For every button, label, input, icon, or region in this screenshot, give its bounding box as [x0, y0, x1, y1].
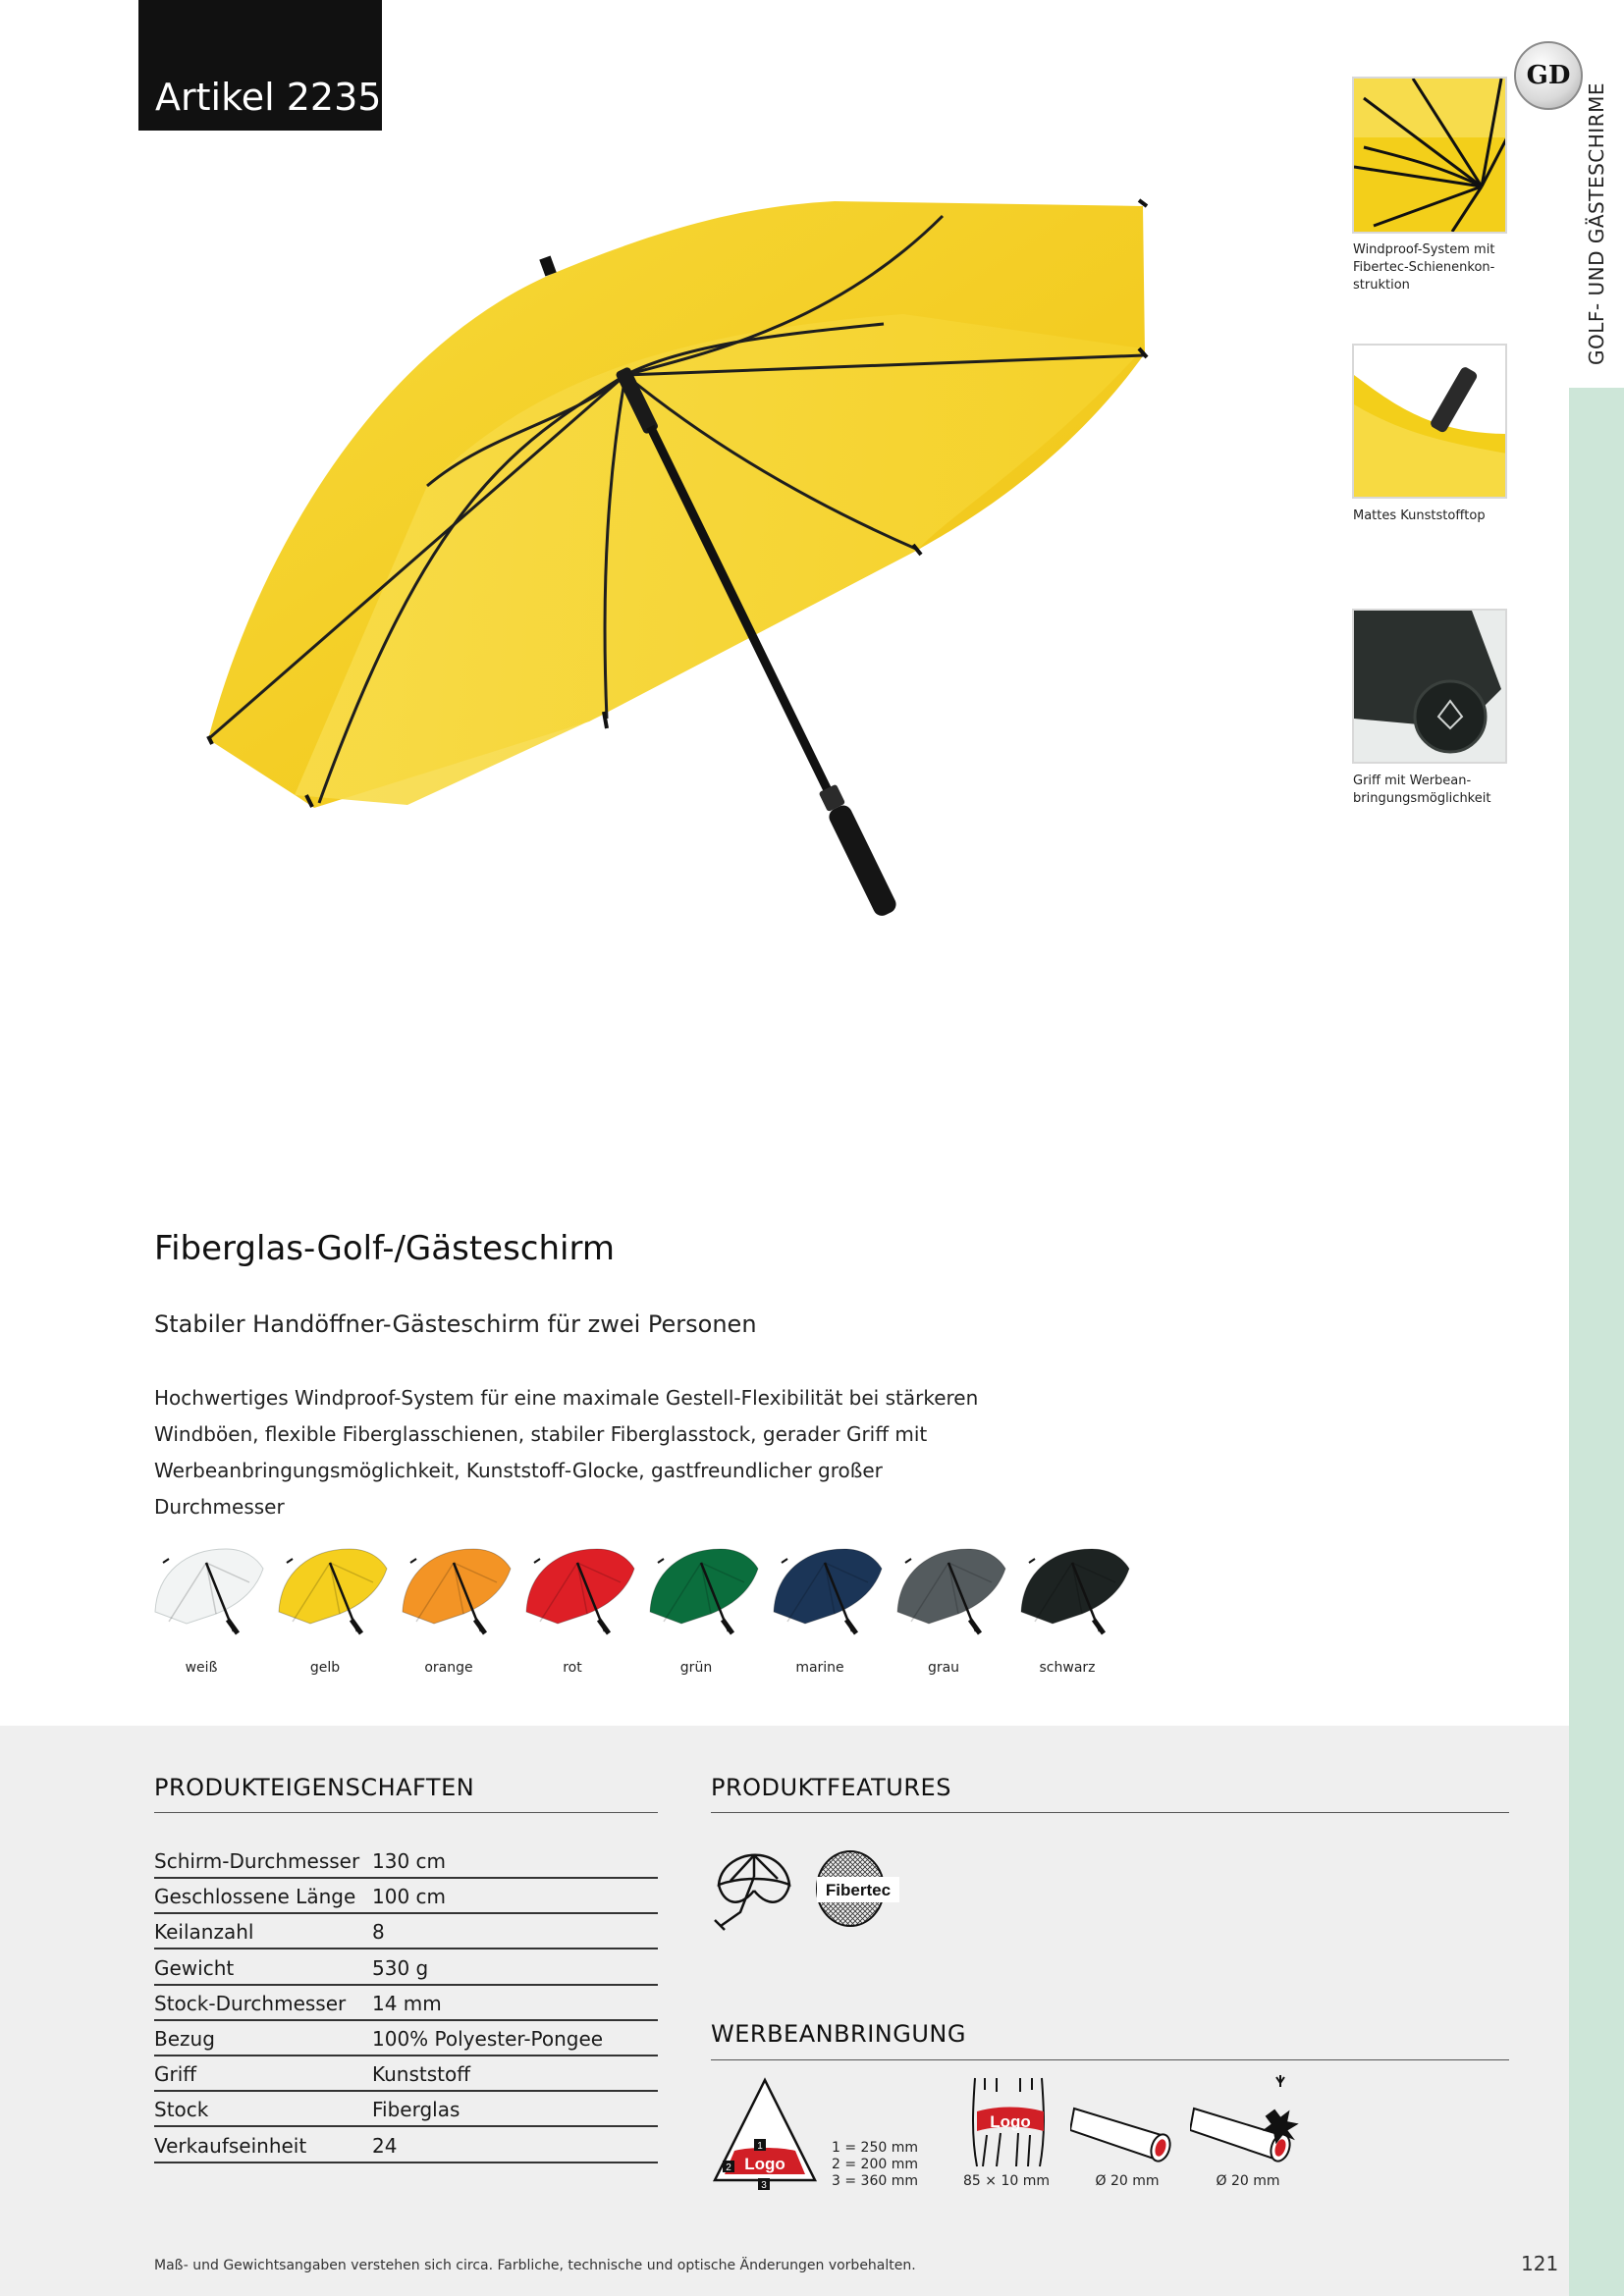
- spec-row: [154, 2056, 658, 2092]
- spec-row: [154, 1986, 658, 2021]
- article-label: Artikel 2235: [155, 76, 382, 119]
- color-swatch: [890, 1543, 1007, 1645]
- spec-row: [154, 2021, 658, 2056]
- spec-key: Keilanzahl: [154, 1920, 254, 1945]
- umbrella-swatch-icon: [518, 1543, 636, 1641]
- spec-value: 100 cm: [372, 1885, 447, 1909]
- color-swatch-label: orange: [424, 1660, 473, 1676]
- product-title: Fiberglas-Golf-/Gästeschirm: [154, 1229, 615, 1268]
- handle-logo-word: Logo: [990, 2112, 1031, 2131]
- spec-key: Bezug: [154, 2027, 215, 2051]
- thumbnail-caption-windproof: Windproof-System mit Fibertec-Schienenkon-struktion: [1353, 242, 1495, 293]
- color-swatch: [271, 1543, 389, 1645]
- spec-row: [154, 1950, 658, 1986]
- product-subtitle: Stabiler Handöffner-Gästeschirm für zwei Personen: [154, 1310, 757, 1338]
- spec-value: 8: [372, 1920, 385, 1945]
- description-line: Hochwertiges Windproof-System für eine maximale Gestell-Flexibilität bei stärkeren: [154, 1386, 979, 1410]
- branding-heading: WERBEANBRINGUNG: [711, 2020, 966, 2048]
- position-1: 1: [757, 2141, 763, 2152]
- article-label-box: [138, 0, 382, 131]
- color-swatch: [518, 1543, 636, 1645]
- color-swatch: [642, 1543, 760, 1645]
- side-tab-label: GOLF- UND GÄSTESCHIRME: [1585, 81, 1608, 365]
- spec-row: [154, 2092, 658, 2127]
- print-size-3: 3 = 360 mm: [832, 2173, 918, 2189]
- thumbnail-top: [1352, 344, 1507, 499]
- spec-value: 100% Polyester-Pongee: [372, 2027, 604, 2051]
- color-swatch-label: grau: [927, 1660, 960, 1676]
- properties-heading: PRODUKTEIGENSCHAFTEN: [154, 1774, 475, 1801]
- position-2: 2: [726, 2163, 731, 2173]
- description-line: Werbeanbringungsmöglichkeit, Kunststoff-Glocke, gastfreundlicher großer Durchmesser: [154, 1459, 883, 1519]
- umbrella-swatch-icon: [642, 1543, 760, 1641]
- windproof-umbrella-icon: [711, 1847, 795, 1932]
- spec-key: Gewicht: [154, 1955, 235, 1980]
- product-description: [154, 1380, 1018, 1525]
- branding-heading-rule: [711, 2059, 1509, 2060]
- color-swatch: [1013, 1543, 1131, 1645]
- position-3: 3: [761, 2180, 767, 2191]
- thumbnail-caption-handle: Griff mit Werbean-bringungsmöglichkeit: [1353, 774, 1491, 806]
- spec-row: [154, 1879, 658, 1914]
- handle-print-diagram: [967, 2076, 1056, 2169]
- color-swatch-label: gelb: [309, 1660, 341, 1676]
- color-swatch-label: grün: [679, 1660, 713, 1676]
- spec-row: [154, 1914, 658, 1949]
- color-swatch: [395, 1543, 513, 1645]
- umbrella-swatch-icon: [766, 1543, 884, 1641]
- print-size-1: 1 = 250 mm: [832, 2140, 918, 2156]
- features-heading: PRODUKTFEATURES: [711, 1774, 951, 1801]
- brand-logo-text: GD: [1526, 61, 1571, 90]
- main-umbrella-image: [196, 147, 1168, 982]
- spec-value: 530 g: [372, 1955, 429, 1980]
- spec-key: Geschlossene Länge: [154, 1885, 356, 1909]
- brand-logo: [1514, 41, 1583, 110]
- properties-heading-rule: [154, 1812, 658, 1813]
- color-swatch-label: rot: [563, 1660, 582, 1676]
- color-swatch: [147, 1543, 265, 1645]
- spec-key: Stock-Durchmesser: [154, 1991, 347, 2015]
- umbrella-swatch-icon: [147, 1543, 265, 1641]
- spec-value: 24: [372, 2133, 398, 2158]
- print-sizes: [832, 2140, 918, 2190]
- end-cap-size-2: Ø 20 mm: [1216, 2173, 1280, 2189]
- end-cap-print-diagram-1: [1070, 2101, 1178, 2169]
- spec-value: 130 cm: [372, 1849, 447, 1873]
- spec-value: 14 mm: [372, 1991, 442, 2015]
- features-heading-rule: [711, 1812, 1509, 1813]
- spec-key: Stock: [154, 2098, 209, 2122]
- print-size-2: 2 = 200 mm: [832, 2157, 918, 2172]
- footer-note: Maß- und Gewichtsangaben verstehen sich circa. Farbliche, technische und optische Änderungen vorbehalten.: [154, 2258, 916, 2273]
- canopy-print-diagram: [711, 2076, 819, 2194]
- umbrella-swatch-icon: [1013, 1543, 1131, 1641]
- side-tab-label-wrap: [1569, 59, 1624, 388]
- spec-row: [154, 1843, 658, 1879]
- description-line: Windböen, flexible Fiberglasschienen, stabiler Fiberglasstock, gerader Griff mit: [154, 1422, 928, 1446]
- spec-key: Griff: [154, 2062, 197, 2087]
- spec-value: Fiberglas: [372, 2098, 460, 2122]
- spec-key: Verkaufseinheit: [154, 2133, 307, 2158]
- thumbnail-caption-top: Mattes Kunststofftop: [1353, 508, 1486, 523]
- spec-row: [154, 2128, 658, 2163]
- spec-value: Kunststoff: [372, 2062, 471, 2087]
- thumbnail-windproof: [1352, 77, 1507, 234]
- fibertec-icon: [811, 1847, 901, 1932]
- umbrella-swatch-icon: [395, 1543, 513, 1641]
- color-swatch-label: schwarz: [1039, 1660, 1096, 1676]
- umbrella-swatch-icon: [890, 1543, 1007, 1641]
- color-swatch: [766, 1543, 884, 1645]
- page-number: 121: [1521, 2252, 1559, 2275]
- end-cap-print-diagram-2: [1190, 2073, 1308, 2171]
- thumbnail-handle: [1352, 609, 1507, 764]
- spec-key: Schirm-Durchmesser: [154, 1849, 360, 1873]
- color-swatch-label: marine: [795, 1660, 844, 1676]
- handle-print-size: 85 × 10 mm: [963, 2173, 1050, 2189]
- color-swatch-label: weiß: [185, 1660, 218, 1676]
- end-cap-size-1: Ø 20 mm: [1095, 2173, 1160, 2189]
- canopy-logo-word: Logo: [744, 2155, 785, 2173]
- fibertec-label: Fibertec: [825, 1881, 892, 1899]
- umbrella-swatch-icon: [271, 1543, 389, 1641]
